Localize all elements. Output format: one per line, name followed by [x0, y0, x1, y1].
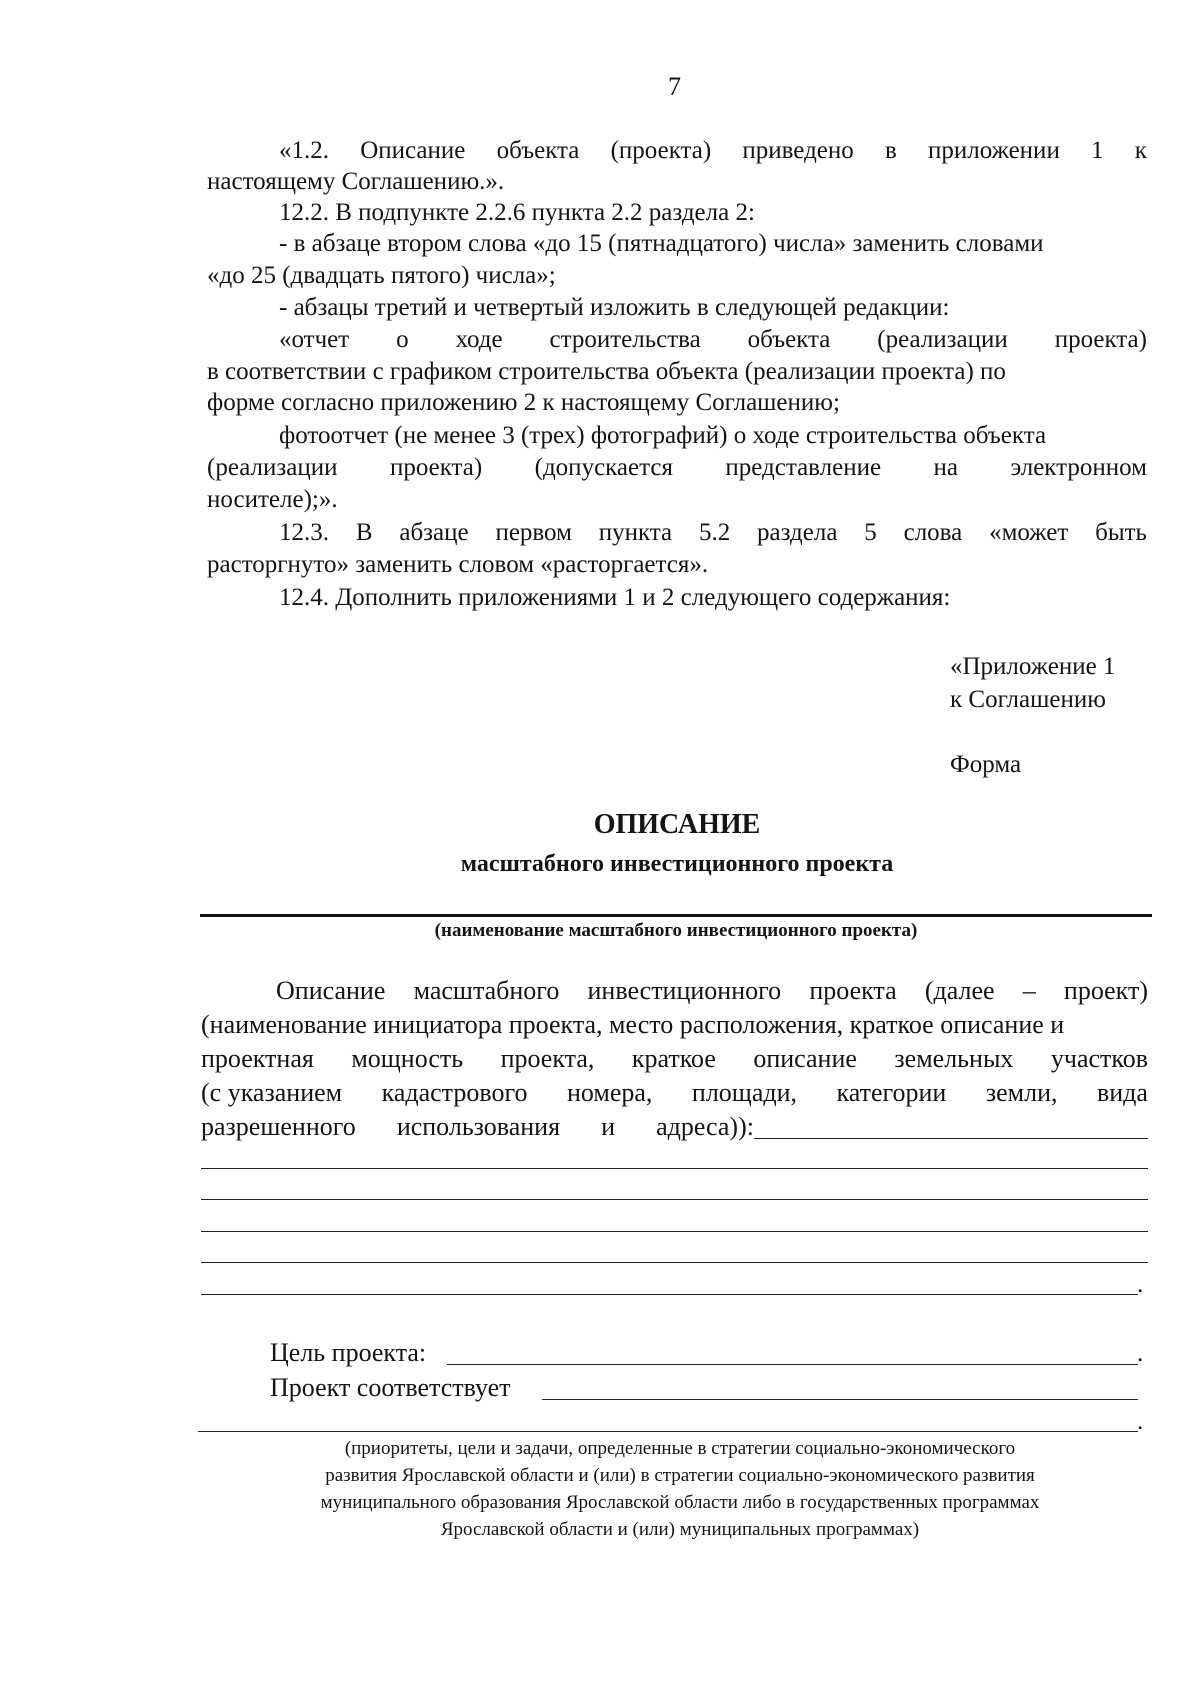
- word: Описание: [276, 976, 386, 1005]
- word: площади,: [691, 1078, 797, 1107]
- priorities-caption-line-3: муниципального образования Ярославской области либо в государственных программах: [320, 1492, 1040, 1513]
- description-line-2: (наименование инициатора проекта, место расположения, краткое описание и: [201, 1010, 1065, 1039]
- description-line-3: [201, 1044, 1148, 1074]
- goal-period: .: [1137, 1340, 1144, 1367]
- word: и: [601, 1112, 616, 1141]
- goal-label: Цель проекта:: [270, 1338, 427, 1367]
- corresponds-period: .: [1137, 1408, 1144, 1435]
- word: проектная: [201, 1044, 314, 1073]
- corresponds-fill-line-2: [198, 1431, 1138, 1432]
- word: строительства: [549, 326, 701, 353]
- corresponds-label: Проект соответствует: [270, 1373, 511, 1402]
- word: (допускается: [534, 454, 673, 481]
- word: о: [396, 326, 409, 353]
- word: (реализации: [877, 326, 1008, 353]
- word: «может: [989, 519, 1069, 546]
- word: приложении: [928, 137, 1060, 164]
- description-fill-line-2: [201, 1199, 1148, 1200]
- word: раздела: [757, 519, 838, 546]
- word: (с указанием: [201, 1078, 343, 1107]
- description-period: .: [1137, 1271, 1144, 1298]
- priorities-caption-line-2: развития Ярославской области и (или) в стратегии социально-экономического развития: [325, 1465, 1035, 1486]
- word: 1: [1091, 137, 1104, 164]
- paragraph-photo-line-1: фотоотчет (не менее 3 (трех) фотографий) о ходе строительства объекта: [279, 422, 1047, 449]
- description-fill-line-5: [201, 1294, 1138, 1295]
- word: приведено: [742, 137, 854, 164]
- word: быть: [1095, 519, 1147, 546]
- word: ходе: [455, 326, 503, 353]
- word: (реализации: [207, 454, 338, 481]
- word: разрешенного: [201, 1112, 356, 1141]
- word: «1.2.: [279, 137, 329, 164]
- word: проекта: [809, 976, 897, 1005]
- word: (проекта): [610, 137, 712, 164]
- paragraph-photo-line-2: [207, 453, 1147, 483]
- word: к: [1134, 137, 1147, 164]
- form-subtitle: масштабного инвестиционного проекта: [460, 851, 894, 877]
- word: инвестиционного: [587, 976, 782, 1005]
- paragraph-12-3-line-2: расторгнуто» заменить словом «расторгается».: [207, 551, 709, 578]
- word: мощность: [351, 1044, 464, 1073]
- word: проект): [1063, 976, 1148, 1005]
- appendix-label: «Приложение 1: [950, 653, 1116, 680]
- word: масштабного: [413, 976, 560, 1005]
- paragraph-report-line-2: в соответствии с графиком строительства объекта (реализации проекта) по: [207, 358, 1006, 385]
- paragraph-photo-line-3: носителе);».: [207, 486, 338, 513]
- word: пункта: [598, 519, 673, 546]
- word: проекта,: [500, 1044, 595, 1073]
- paragraph-1-2-line-1: [279, 136, 1147, 166]
- paragraph-12-4: 12.4. Дополнить приложениями 1 и 2 следующего содержания:: [279, 584, 951, 611]
- word: 12.3.: [279, 519, 329, 546]
- word: использования: [396, 1112, 561, 1141]
- page-number: 7: [668, 72, 681, 101]
- word: электронном: [1010, 454, 1147, 481]
- paragraph-12-2: 12.2. В подпункте 2.2.6 пункта 2.2 раздела 2:: [279, 199, 755, 226]
- word: проекта): [1054, 326, 1147, 353]
- word: абзаце: [399, 519, 469, 546]
- paragraph-report-line-3: форме согласно приложению 2 к настоящему Соглашению;: [207, 389, 840, 416]
- paragraph-report-line-1: [279, 325, 1147, 355]
- description-fill-line-4: [201, 1262, 1148, 1263]
- description-line-1: [276, 976, 1148, 1006]
- word: номера,: [566, 1078, 653, 1107]
- word: участков: [1050, 1044, 1148, 1073]
- word: (далее: [924, 976, 995, 1005]
- paragraph-abzac-2-line-1: - в абзаце втором слова «до 15 (пятнадцатого) числа» заменить словами: [279, 230, 1044, 257]
- word: кадастрового: [381, 1078, 528, 1107]
- paragraph-1-2-line-2: настоящему Соглашению.».: [207, 168, 505, 195]
- word: объекта: [496, 137, 580, 164]
- description-fill-line-0: [754, 1138, 1148, 1139]
- paragraph-abzac-3-4: - абзацы третий и четвертый изложить в следующей редакции:: [279, 294, 950, 321]
- word: в: [885, 137, 897, 164]
- description-fill-line-3: [201, 1231, 1148, 1232]
- word: слова: [903, 519, 963, 546]
- word: категории: [836, 1078, 947, 1107]
- word: земельных: [894, 1044, 1014, 1073]
- paragraph-12-3-line-1: [279, 518, 1147, 548]
- word: –: [1022, 976, 1036, 1005]
- form-label: Форма: [950, 751, 1022, 778]
- word: Описание: [360, 137, 466, 164]
- word: В: [355, 519, 373, 546]
- word: объекта: [747, 326, 831, 353]
- word: 5.2: [698, 519, 731, 546]
- corresponds-fill-line: [542, 1399, 1138, 1400]
- word: описание: [753, 1044, 857, 1073]
- word: вида: [1096, 1078, 1148, 1107]
- priorities-caption-line-4: Ярославской области и (или) муниципальных программах): [440, 1519, 920, 1540]
- project-name-caption: (наименование масштабного инвестиционного проекта): [434, 920, 918, 941]
- priorities-caption-line-1: (приоритеты, цели и задачи, определенные в стратегии социально-экономического: [344, 1438, 1016, 1459]
- goal-fill-line: [447, 1364, 1138, 1365]
- word: на: [933, 454, 959, 481]
- word: проекта): [389, 454, 483, 481]
- paragraph-abzac-2-line-2: «до 25 (двадцать пятого) числа»;: [207, 262, 556, 289]
- word: представление: [725, 454, 882, 481]
- word: первом: [495, 519, 572, 546]
- form-title: ОПИСАНИЕ: [593, 809, 761, 840]
- word: адреса)):: [656, 1112, 754, 1141]
- description-line-4: [201, 1078, 1148, 1108]
- description-fill-line-1: [201, 1168, 1148, 1169]
- word: краткое: [631, 1044, 716, 1073]
- description-line-5: [201, 1112, 754, 1142]
- word: земли,: [985, 1078, 1058, 1107]
- word: 5: [864, 519, 877, 546]
- word: «отчет: [279, 326, 350, 353]
- appendix-to-agreement: к Соглашению: [950, 686, 1106, 713]
